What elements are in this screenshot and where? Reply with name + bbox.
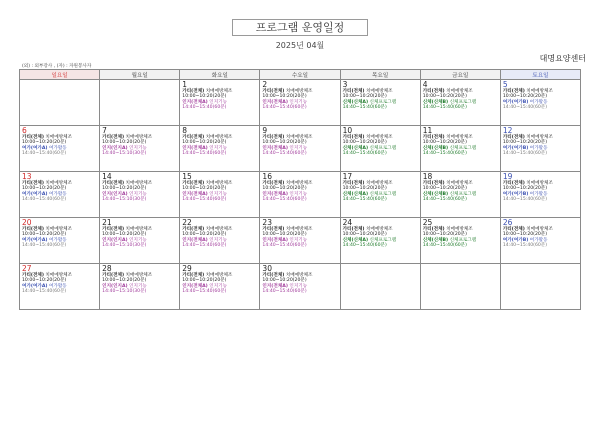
calendar-day-cell bbox=[20, 264, 100, 310]
program-name: 치매예방체조 bbox=[364, 135, 393, 140]
program-time: 10:00~10:20(20분) bbox=[422, 186, 467, 192]
program-name: 치매예방체조 bbox=[204, 273, 233, 278]
program-name: 신체프로그램 bbox=[368, 237, 397, 243]
program-name: 신체프로그램 bbox=[368, 99, 397, 105]
program-name: 치매예방체조 bbox=[204, 89, 233, 94]
program-name: 여가활동 bbox=[528, 191, 548, 197]
program-name: 치매예방체조 bbox=[204, 181, 233, 186]
program-group: 가티(전체) bbox=[182, 227, 205, 232]
program-group: 가티(전체) bbox=[502, 227, 525, 232]
program-time: 14:40~15:40(60분) bbox=[502, 196, 548, 202]
program-name: 여가활동 bbox=[47, 283, 67, 289]
day-number: 19 bbox=[502, 172, 513, 181]
calendar-week-row bbox=[20, 80, 581, 126]
program-name: 치매예방체조 bbox=[43, 273, 73, 278]
schedule-line bbox=[262, 105, 337, 110]
program-name: 치매예방체조 bbox=[284, 181, 313, 186]
schedule-line bbox=[22, 289, 97, 294]
program-group: 인지(인지A) bbox=[102, 237, 128, 243]
program-group: 여가(여가B) bbox=[502, 237, 529, 243]
program-group: 인지(전체A) bbox=[262, 191, 288, 197]
program-name: 인지기능 bbox=[287, 99, 308, 105]
program-time: 10:00~10:20(20분) bbox=[262, 140, 307, 146]
day-number: 17 bbox=[342, 172, 353, 181]
program-name: 치매예방체조 bbox=[524, 89, 553, 94]
day-number: 13 bbox=[22, 172, 32, 181]
schedule-line bbox=[423, 197, 498, 202]
schedule-line bbox=[423, 243, 498, 248]
program-time: 14:40~15:40(60분) bbox=[182, 150, 227, 156]
program-name: 여가활동 bbox=[47, 145, 67, 151]
calendar-day-cell bbox=[260, 172, 340, 218]
program-group: 가티(전체) bbox=[22, 135, 44, 140]
calendar-day-cell bbox=[500, 218, 580, 264]
program-time: 10:00~10:20(20분) bbox=[262, 94, 307, 100]
program-time: 10:00~10:20(20분) bbox=[22, 232, 67, 238]
program-name: 인지기능 bbox=[207, 283, 228, 289]
program-group: 가티(전체) bbox=[422, 89, 445, 94]
program-name: 치매예방체조 bbox=[364, 227, 393, 232]
day-number: 5 bbox=[502, 80, 508, 89]
program-time: 14:40~15:10(30분) bbox=[102, 288, 147, 294]
schedule-line bbox=[22, 243, 97, 248]
program-name: 치매예방체조 bbox=[204, 227, 233, 232]
program-name: 인지기능 bbox=[207, 191, 228, 197]
calendar-day-cell bbox=[340, 80, 420, 126]
program-time: 10:00~10:20(20분) bbox=[422, 94, 467, 100]
calendar-day-cell bbox=[20, 126, 100, 172]
day-number: 1 bbox=[182, 80, 188, 89]
program-group: 가티(전체) bbox=[502, 135, 525, 140]
calendar-day-cell bbox=[420, 172, 500, 218]
weekday-header-wed: 수요일 bbox=[260, 70, 340, 80]
program-time: 10:00~10:20(20분) bbox=[502, 94, 548, 100]
program-time: 14:40~15:40(60분) bbox=[342, 196, 387, 202]
program-time: 14:40~15:40(60분) bbox=[422, 104, 467, 110]
program-group: 신체(신체B) bbox=[422, 145, 449, 151]
program-name: 인지기능 bbox=[207, 99, 228, 105]
calendar-day-cell bbox=[180, 172, 260, 218]
schedule-line bbox=[262, 197, 337, 202]
program-group: 신체(신체A) bbox=[342, 191, 369, 197]
program-group: 인지(전체A) bbox=[262, 99, 288, 105]
program-group: 가티(전체) bbox=[22, 273, 44, 278]
schedule-line bbox=[262, 243, 337, 248]
organization-name: 대명요양센터 bbox=[539, 54, 586, 63]
program-time: 14:40~15:40(60분) bbox=[342, 104, 387, 110]
program-name: 여가활동 bbox=[47, 191, 67, 197]
weekday-header-fri: 금요일 bbox=[420, 70, 500, 80]
calendar-day-cell bbox=[20, 80, 100, 126]
program-name: 신체프로그램 bbox=[448, 237, 477, 243]
program-time: 10:00~10:20(20분) bbox=[342, 94, 387, 100]
schedule-line bbox=[343, 243, 418, 248]
program-time: 10:00~10:20(20분) bbox=[262, 186, 307, 192]
day-number: 21 bbox=[102, 218, 112, 227]
calendar-day-cell bbox=[500, 172, 580, 218]
schedule-line bbox=[262, 151, 337, 156]
program-time: 14:40~15:40(60분) bbox=[182, 104, 227, 110]
day-number: 11 bbox=[422, 126, 433, 135]
program-time: 14:40~15:40(60분) bbox=[342, 150, 387, 156]
program-group: 가티(전체) bbox=[182, 181, 205, 186]
day-number: 26 bbox=[502, 218, 513, 227]
schedule-line bbox=[102, 289, 177, 294]
program-name: 치매예방체조 bbox=[124, 273, 153, 278]
calendar-day-cell bbox=[340, 172, 420, 218]
calendar-day-cell bbox=[180, 80, 260, 126]
program-group: 가티(전체) bbox=[102, 273, 125, 278]
calendar-day-cell bbox=[260, 218, 340, 264]
calendar-day-cell bbox=[500, 264, 580, 310]
program-group: 인지(전체A) bbox=[182, 191, 208, 197]
program-group: 가티(전체) bbox=[22, 181, 44, 186]
program-group: 여가(여가A) bbox=[22, 283, 48, 289]
program-group: 가티(전체) bbox=[422, 181, 445, 186]
schedule-line bbox=[423, 151, 498, 156]
program-time: 10:00~10:20(20분) bbox=[182, 94, 227, 100]
program-name: 치매예방체조 bbox=[524, 227, 553, 232]
calendar-day-cell bbox=[340, 126, 420, 172]
calendar-table bbox=[19, 69, 581, 310]
calendar-day-cell bbox=[180, 264, 260, 310]
schedule-line bbox=[503, 243, 578, 248]
program-name: 치매예방체조 bbox=[284, 89, 313, 94]
program-time: 10:00~10:20(20분) bbox=[22, 140, 67, 146]
program-time: 10:00~10:20(20분) bbox=[422, 232, 467, 238]
program-name: 인지기능 bbox=[287, 145, 308, 151]
day-number: 30 bbox=[262, 264, 272, 273]
program-time: 10:00~10:20(20분) bbox=[102, 140, 147, 146]
program-name: 치매예방체조 bbox=[524, 181, 553, 186]
weekday-header-sun: 일요일 bbox=[20, 70, 100, 80]
program-group: 인지(전체A) bbox=[182, 145, 208, 151]
calendar-day-cell bbox=[100, 264, 180, 310]
program-group: 가티(전체) bbox=[342, 181, 365, 186]
calendar-day-cell bbox=[260, 126, 340, 172]
calendar-day-cell bbox=[260, 80, 340, 126]
program-time: 10:00~10:20(20분) bbox=[22, 278, 67, 284]
program-group: 신체(신체A) bbox=[342, 145, 369, 151]
program-time: 10:00~10:20(20분) bbox=[422, 140, 467, 146]
program-time: 14:40~15:40(60분) bbox=[502, 104, 548, 110]
program-group: 신체(신체B) bbox=[422, 191, 449, 197]
program-name: 치매예방체조 bbox=[444, 227, 473, 232]
program-group: 가티(전체) bbox=[262, 135, 285, 140]
schedule-line bbox=[102, 243, 177, 248]
program-time: 14:40~15:40(60분) bbox=[22, 242, 67, 248]
program-name: 치매예방체조 bbox=[284, 227, 313, 232]
program-group: 가티(전체) bbox=[102, 135, 125, 140]
program-time: 10:00~10:20(20분) bbox=[342, 232, 387, 238]
program-name: 치매예방체조 bbox=[124, 135, 153, 140]
program-group: 인지(전체A) bbox=[182, 283, 208, 289]
program-name: 여가활동 bbox=[528, 99, 548, 105]
program-group: 인지(전체A) bbox=[262, 145, 288, 151]
program-time: 14:40~15:40(60분) bbox=[422, 150, 467, 156]
program-name: 치매예방체조 bbox=[444, 89, 473, 94]
program-name: 치매예방체조 bbox=[43, 227, 73, 232]
calendar-day-cell bbox=[340, 264, 420, 310]
weekday-header-tue: 화요일 bbox=[180, 70, 260, 80]
program-name: 인지기능 bbox=[127, 145, 147, 151]
program-name: 여가활동 bbox=[528, 237, 548, 243]
schedule-line bbox=[182, 151, 257, 156]
calendar-day-cell bbox=[100, 218, 180, 264]
day-number: 23 bbox=[262, 218, 272, 227]
program-group: 가티(전체) bbox=[422, 227, 445, 232]
schedule-line bbox=[182, 197, 257, 202]
day-number: 18 bbox=[422, 172, 433, 181]
program-time: 10:00~10:20(20분) bbox=[262, 278, 307, 284]
program-name: 치매예방체조 bbox=[43, 135, 73, 140]
schedule-line bbox=[423, 105, 498, 110]
month-label: 2025년 04월 bbox=[275, 41, 325, 50]
day-number: 3 bbox=[342, 80, 348, 89]
weekday-header-row bbox=[20, 70, 581, 80]
program-time: 14:40~15:40(60분) bbox=[22, 196, 67, 202]
calendar-day-cell bbox=[20, 172, 100, 218]
calendar-day-cell bbox=[420, 80, 500, 126]
schedule-line bbox=[102, 197, 177, 202]
program-group: 여가(여가B) bbox=[502, 145, 529, 151]
program-group: 가티(전체) bbox=[102, 227, 125, 232]
day-number: 4 bbox=[422, 80, 428, 89]
program-name: 신체프로그램 bbox=[368, 145, 397, 151]
program-time: 14:40~15:40(60분) bbox=[22, 288, 67, 294]
calendar-week-row bbox=[20, 264, 581, 310]
weekday-header-mon: 월요일 bbox=[100, 70, 180, 80]
program-time: 14:40~15:40(60분) bbox=[422, 242, 467, 248]
program-name: 인지기능 bbox=[127, 283, 147, 289]
program-time: 10:00~10:20(20분) bbox=[502, 140, 548, 146]
program-time: 10:00~10:20(20분) bbox=[502, 232, 548, 238]
schedule-line bbox=[343, 105, 418, 110]
program-name: 신체프로그램 bbox=[448, 191, 477, 197]
day-number: 12 bbox=[502, 126, 513, 135]
program-time: 10:00~10:20(20분) bbox=[502, 186, 548, 192]
program-name: 치매예방체조 bbox=[524, 135, 553, 140]
program-group: 인지(전체A) bbox=[182, 99, 208, 105]
program-name: 치매예방체조 bbox=[444, 181, 473, 186]
day-number: 9 bbox=[262, 126, 268, 135]
program-name: 인지기능 bbox=[127, 237, 147, 243]
program-name: 인지기능 bbox=[287, 191, 308, 197]
program-group: 여가(여가B) bbox=[502, 191, 529, 197]
weekday-header-thu: 목요일 bbox=[340, 70, 420, 80]
program-group: 가티(전체) bbox=[262, 227, 285, 232]
program-group: 가티(전체) bbox=[182, 89, 205, 94]
day-number: 2 bbox=[262, 80, 268, 89]
schedule-line bbox=[182, 289, 257, 294]
program-name: 치매예방체조 bbox=[124, 227, 153, 232]
calendar-week-row bbox=[20, 126, 581, 172]
program-group: 신체(신체A) bbox=[342, 99, 369, 105]
program-group: 가티(전체) bbox=[342, 135, 365, 140]
program-group: 인지(전체A) bbox=[262, 237, 288, 243]
program-group: 가티(전체) bbox=[342, 227, 365, 232]
schedule-line bbox=[503, 151, 578, 156]
program-time: 10:00~10:20(20분) bbox=[182, 278, 227, 284]
program-name: 인지기능 bbox=[287, 283, 308, 289]
program-group: 가티(전체) bbox=[182, 273, 205, 278]
program-time: 10:00~10:20(20분) bbox=[22, 186, 67, 192]
program-time: 14:40~15:40(60분) bbox=[342, 242, 387, 248]
program-time: 14:40~15:40(60분) bbox=[182, 288, 227, 294]
program-name: 인지기능 bbox=[127, 191, 147, 197]
calendar-day-cell bbox=[100, 80, 180, 126]
day-number: 16 bbox=[262, 172, 272, 181]
program-name: 치매예방체조 bbox=[204, 135, 233, 140]
program-group: 인지(전체A) bbox=[182, 237, 208, 243]
schedule-line bbox=[503, 197, 578, 202]
calendar-day-cell bbox=[420, 218, 500, 264]
day-number: 15 bbox=[182, 172, 192, 181]
day-number: 22 bbox=[182, 218, 192, 227]
day-number: 25 bbox=[422, 218, 433, 227]
program-group: 인지(전체A) bbox=[262, 283, 288, 289]
program-time: 14:40~15:40(60분) bbox=[262, 242, 307, 248]
calendar-day-cell bbox=[180, 218, 260, 264]
program-name: 치매예방체조 bbox=[444, 135, 473, 140]
program-group: 신체(신체A) bbox=[342, 237, 369, 243]
calendar-day-cell bbox=[500, 126, 580, 172]
program-group: 가티(전체) bbox=[422, 135, 445, 140]
day-number: 20 bbox=[22, 218, 32, 227]
program-name: 여가활동 bbox=[528, 145, 548, 151]
schedule-line bbox=[262, 289, 337, 294]
day-number: 10 bbox=[342, 126, 353, 135]
day-number: 24 bbox=[342, 218, 353, 227]
program-group: 여가(여가A) bbox=[22, 237, 48, 243]
calendar-day-cell bbox=[180, 126, 260, 172]
program-time: 14:40~15:40(60분) bbox=[422, 196, 467, 202]
day-number: 27 bbox=[22, 264, 32, 273]
calendar-day-cell bbox=[420, 126, 500, 172]
program-time: 10:00~10:20(20분) bbox=[182, 186, 227, 192]
day-number: 28 bbox=[102, 264, 112, 273]
program-name: 치매예방체조 bbox=[364, 89, 393, 94]
program-group: 인지(인지A) bbox=[102, 191, 128, 197]
program-group: 여가(여가A) bbox=[22, 191, 48, 197]
program-group: 가티(전체) bbox=[502, 181, 525, 186]
program-name: 신체프로그램 bbox=[448, 99, 477, 105]
program-name: 치매예방체조 bbox=[43, 181, 73, 186]
program-group: 가티(전체) bbox=[262, 273, 285, 278]
calendar-day-cell bbox=[100, 172, 180, 218]
calendar-day-cell bbox=[340, 218, 420, 264]
schedule-line bbox=[182, 105, 257, 110]
day-number: 14 bbox=[102, 172, 112, 181]
program-time: 10:00~10:20(20분) bbox=[102, 232, 147, 238]
program-time: 10:00~10:20(20분) bbox=[102, 186, 147, 192]
program-time: 14:40~15:40(60분) bbox=[22, 150, 67, 156]
calendar-day-cell bbox=[500, 80, 580, 126]
program-group: 가티(전체) bbox=[102, 181, 125, 186]
program-time: 14:40~15:10(30분) bbox=[102, 150, 147, 156]
program-time: 14:40~15:40(60분) bbox=[262, 196, 307, 202]
program-time: 14:40~15:40(60분) bbox=[262, 150, 307, 156]
program-time: 10:00~10:20(20분) bbox=[262, 232, 307, 238]
program-group: 인지(인지A) bbox=[102, 145, 128, 151]
program-time: 14:40~15:40(60분) bbox=[262, 288, 307, 294]
program-name: 치매예방체조 bbox=[124, 181, 153, 186]
schedule-line bbox=[343, 197, 418, 202]
program-group: 가티(전체) bbox=[342, 89, 365, 94]
calendar-week-row bbox=[20, 172, 581, 218]
program-group: 인지(인지A) bbox=[102, 283, 128, 289]
program-group: 가티(전체) bbox=[262, 89, 285, 94]
program-group: 신체(신체B) bbox=[422, 237, 449, 243]
program-time: 14:40~15:40(60분) bbox=[182, 242, 227, 248]
program-name: 인지기능 bbox=[207, 145, 228, 151]
day-number: 7 bbox=[102, 126, 107, 135]
schedule-line bbox=[343, 151, 418, 156]
program-name: 신체프로그램 bbox=[368, 191, 397, 197]
calendar-day-cell bbox=[20, 218, 100, 264]
calendar-day-cell bbox=[420, 264, 500, 310]
program-time: 10:00~10:20(20분) bbox=[182, 140, 227, 146]
program-group: 가티(전체) bbox=[502, 89, 525, 94]
page-title: 프로그램 운영일정 bbox=[232, 19, 368, 36]
weekday-header-sat: 토요일 bbox=[500, 70, 580, 80]
legend-note: (외) : 외부강사 , (자) : 자원봉사자 bbox=[22, 64, 92, 69]
program-name: 치매예방체조 bbox=[364, 181, 393, 186]
program-group: 가티(전체) bbox=[182, 135, 205, 140]
program-name: 치매예방체조 bbox=[284, 273, 313, 278]
program-name: 인지기능 bbox=[207, 237, 228, 243]
program-time: 10:00~10:20(20분) bbox=[182, 232, 227, 238]
calendar-day-cell bbox=[100, 126, 180, 172]
schedule-line bbox=[22, 151, 97, 156]
schedule-line bbox=[22, 197, 97, 202]
program-time: 14:40~15:40(60분) bbox=[262, 104, 307, 110]
program-time: 14:40~15:10(30분) bbox=[102, 196, 147, 202]
day-number: 29 bbox=[182, 264, 192, 273]
calendar-week-row bbox=[20, 218, 581, 264]
program-time: 14:40~15:40(60분) bbox=[502, 150, 548, 156]
program-group: 가티(전체) bbox=[22, 227, 44, 232]
calendar-day-cell bbox=[260, 264, 340, 310]
program-group: 여가(여가A) bbox=[22, 145, 48, 151]
program-name: 여가활동 bbox=[47, 237, 67, 243]
program-time: 10:00~10:20(20분) bbox=[102, 278, 147, 284]
schedule-line bbox=[102, 151, 177, 156]
schedule-line bbox=[182, 243, 257, 248]
program-time: 14:40~15:40(60분) bbox=[182, 196, 227, 202]
program-group: 여가(여가B) bbox=[502, 99, 529, 105]
program-time: 10:00~10:20(20분) bbox=[342, 140, 387, 146]
program-group: 가티(전체) bbox=[262, 181, 285, 186]
program-name: 인지기능 bbox=[287, 237, 308, 243]
program-name: 신체프로그램 bbox=[448, 145, 477, 151]
program-time: 10:00~10:20(20분) bbox=[342, 186, 387, 192]
program-group: 신체(신체B) bbox=[422, 99, 449, 105]
day-number: 6 bbox=[22, 126, 27, 135]
program-time: 14:40~15:40(60분) bbox=[502, 242, 548, 248]
schedule-line bbox=[503, 105, 578, 110]
day-number: 8 bbox=[182, 126, 188, 135]
program-name: 치매예방체조 bbox=[284, 135, 313, 140]
program-time: 14:40~15:10(30분) bbox=[102, 242, 147, 248]
